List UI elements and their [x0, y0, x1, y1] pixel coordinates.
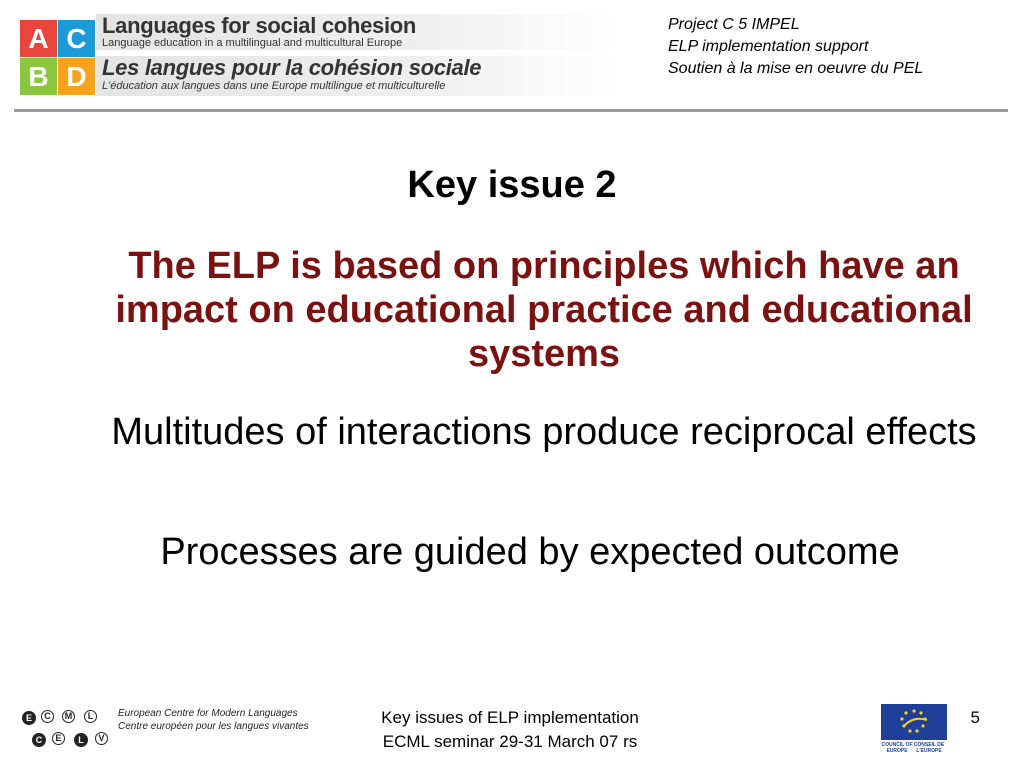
- ecml-logo: [18, 707, 118, 751]
- ecml-logo-letter: C: [32, 733, 46, 747]
- council-of-europe-label: [881, 742, 947, 754]
- header-divider: [14, 109, 1008, 112]
- project-line: Soutien à la mise en oeuvre du PEL: [668, 60, 924, 77]
- ecml-logo-letter: E: [52, 732, 65, 745]
- slide-title: Key issue 2: [407, 164, 617, 206]
- ecml-logo-letter: L: [74, 733, 88, 747]
- banner-french: [96, 56, 616, 96]
- ecml-logo-letter: V: [95, 732, 108, 745]
- logo-tile-b: B: [20, 58, 57, 95]
- logo-tile-c: C: [58, 20, 95, 57]
- footer-line-1: Key issues of ELP implementation: [381, 708, 639, 727]
- ecml-name-english: European Centre for Modern Languages: [118, 708, 298, 719]
- key-statement: The ELP is based on principles which have an impact on educational practice and educational systems: [115, 245, 973, 375]
- banner-english-title: Languages for social cohesion: [102, 13, 417, 38]
- footer-caption: [330, 706, 690, 754]
- project-line: ELP implementation support: [668, 38, 869, 55]
- page-number: 5: [970, 708, 980, 727]
- ecml-logo-letter: L: [84, 710, 97, 723]
- council-of-europe-flag-icon: [881, 704, 947, 740]
- logo-tile-a: A: [20, 20, 57, 57]
- slide-header: [0, 0, 1024, 112]
- coe-label-french: CONSEIL DE L'EUROPE: [913, 742, 945, 754]
- ecml-logo-letter: M: [62, 710, 75, 723]
- footer-line-2: ECML seminar 29-31 March 07 rs: [382, 732, 638, 751]
- logo-tile-d: D: [58, 58, 95, 95]
- banner-english-subtitle: Language education in a multilingual and multicultural Europe: [102, 37, 403, 49]
- banner-french-subtitle: L'éducation aux langues dans une Europe multilingue et multiculturelle: [102, 80, 446, 92]
- point-processes: Processes are guided by expected outcome: [160, 531, 900, 573]
- project-line: Project C 5 IMPEL: [668, 16, 800, 33]
- banner-french-title: Les langues pour la cohésion sociale: [102, 55, 482, 80]
- ecml-logo-letter: C: [41, 710, 54, 723]
- banner-english: [96, 14, 616, 50]
- ecml-name: [118, 707, 309, 733]
- coe-label-english: COUNCIL OF EUROPE: [881, 742, 913, 754]
- ecml-logo-letter: E: [22, 711, 36, 725]
- project-info: [668, 14, 1018, 80]
- abcd-logo: [14, 14, 96, 96]
- ecml-name-french: Centre européen pour les langues vivantes: [118, 721, 309, 732]
- point-interactions: Multitudes of interactions produce reciprocal effects: [111, 411, 977, 453]
